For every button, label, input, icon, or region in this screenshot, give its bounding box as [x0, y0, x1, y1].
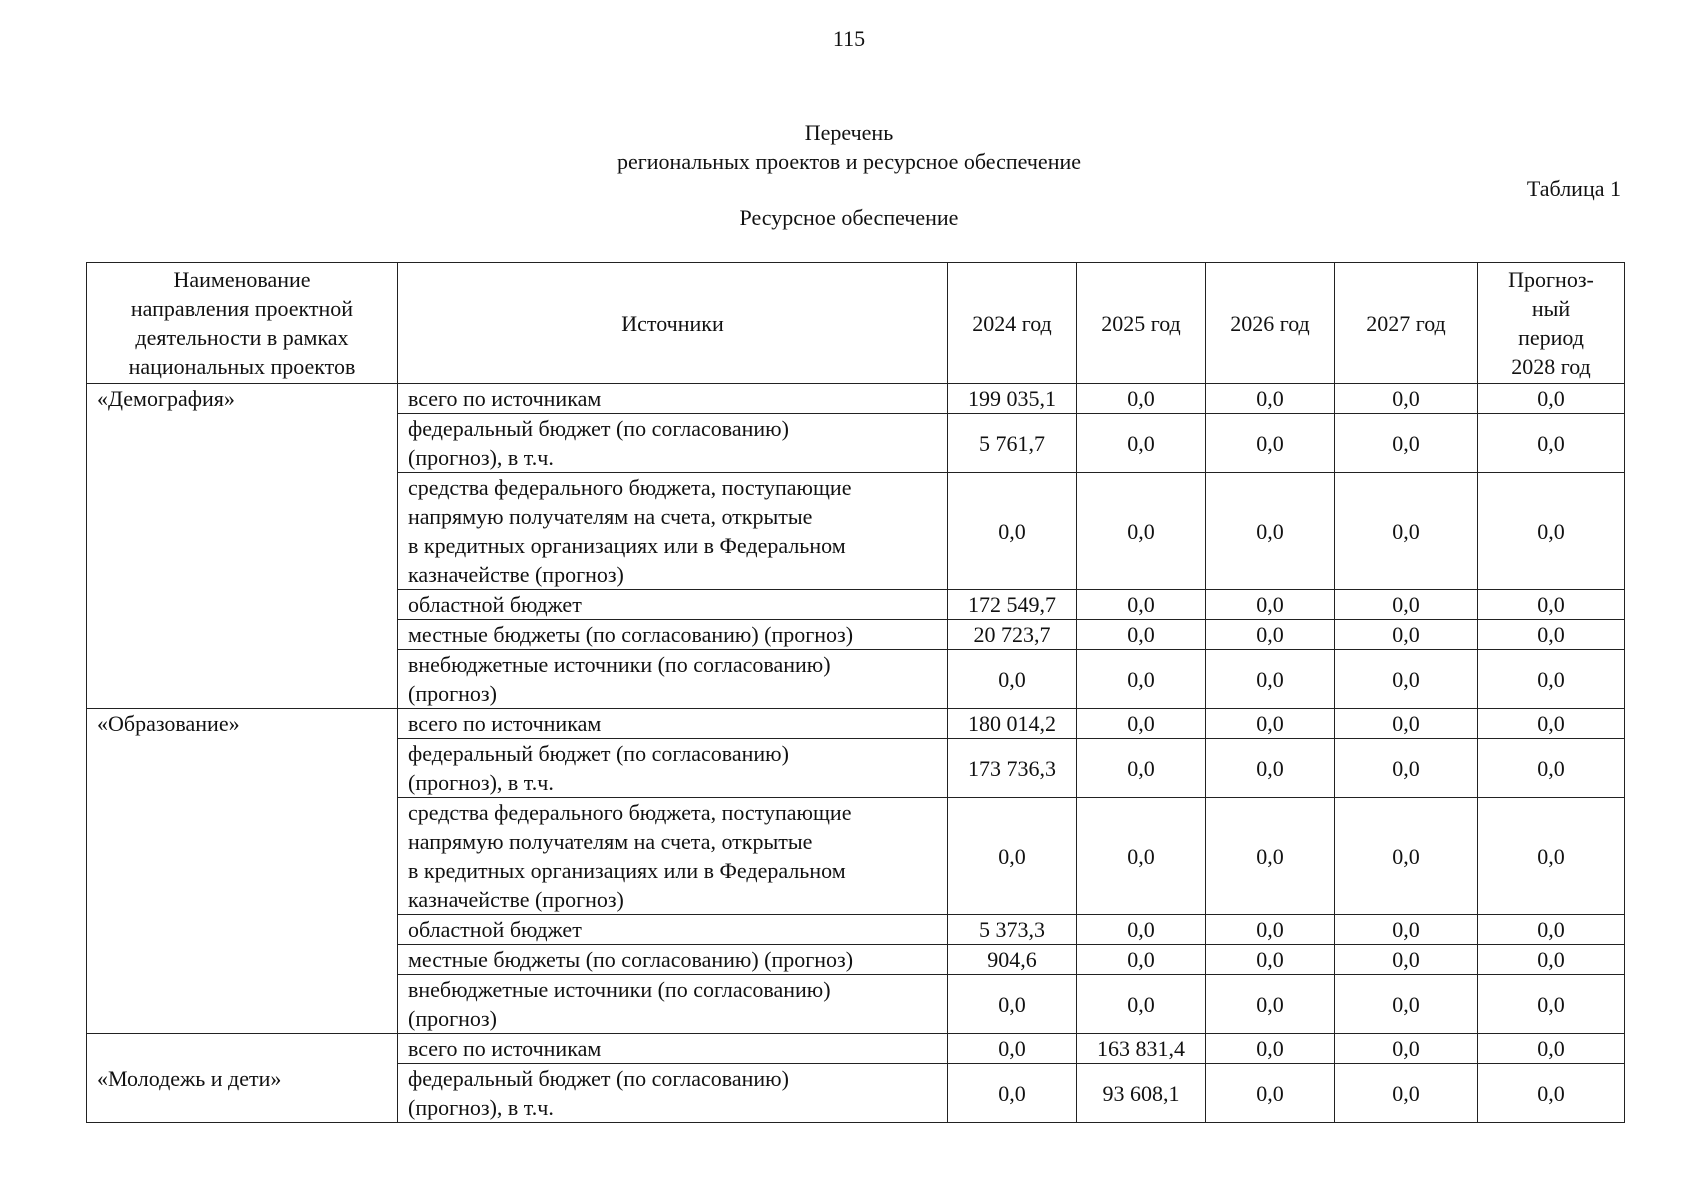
source-line: (прогноз), в т.ч. [408, 770, 554, 795]
value-2027-cell: 0,0 [1335, 1034, 1478, 1064]
value-2028-cell: 0,0 [1478, 620, 1625, 650]
value-2024-cell: 0,0 [948, 650, 1077, 709]
value-2026-cell: 0,0 [1206, 975, 1335, 1034]
source-cell [398, 414, 948, 473]
source-cell [398, 1064, 948, 1123]
source-line: внебюджетные источники (по согласованию) [408, 977, 831, 1002]
value-2028-cell: 0,0 [1478, 975, 1625, 1034]
value-2026-cell: 0,0 [1206, 739, 1335, 798]
value-2027-cell: 0,0 [1335, 1064, 1478, 1123]
value-2025-cell: 0,0 [1077, 384, 1206, 414]
table-row [87, 384, 1625, 414]
source-cell [398, 739, 948, 798]
source-cell [398, 945, 948, 975]
value-2024-cell: 180 014,2 [948, 709, 1077, 739]
document-title [0, 118, 1698, 176]
value-2028-cell: 0,0 [1478, 384, 1625, 414]
value-2025-cell: 0,0 [1077, 739, 1206, 798]
value-2028-cell: 0,0 [1478, 1034, 1625, 1064]
value-2025-cell: 0,0 [1077, 473, 1206, 590]
source-cell [398, 473, 948, 590]
header-forecast-line: ный [1531, 296, 1571, 321]
value-2028-cell: 0,0 [1478, 945, 1625, 975]
value-2026-cell: 0,0 [1206, 620, 1335, 650]
value-2026-cell: 0,0 [1206, 915, 1335, 945]
value-2027-cell: 0,0 [1335, 709, 1478, 739]
table-header-row [87, 263, 1625, 384]
source-line: казначействе (прогноз) [408, 887, 624, 912]
value-2028-cell: 0,0 [1478, 650, 1625, 709]
value-2025-cell: 0,0 [1077, 975, 1206, 1034]
value-2027-cell: 0,0 [1335, 620, 1478, 650]
value-2026-cell: 0,0 [1206, 945, 1335, 975]
value-2024-cell: 172 549,7 [948, 590, 1077, 620]
value-2025-cell: 0,0 [1077, 590, 1206, 620]
title-line-2: региональных проектов и ресурсное обеспечение [616, 149, 1082, 174]
value-2027-cell: 0,0 [1335, 384, 1478, 414]
value-2024-cell: 5 761,7 [948, 414, 1077, 473]
value-2025-cell: 0,0 [1077, 414, 1206, 473]
header-forecast-2028 [1478, 263, 1625, 384]
source-line: всего по источникам [408, 1036, 602, 1061]
value-2024-cell: 5 373,3 [948, 915, 1077, 945]
value-2027-cell: 0,0 [1335, 945, 1478, 975]
source-line: внебюджетные источники (по согласованию) [408, 652, 831, 677]
header-forecast-line: период [1518, 325, 1584, 350]
value-2028-cell: 0,0 [1478, 798, 1625, 915]
value-2028-cell: 0,0 [1478, 473, 1625, 590]
value-2025-cell: 0,0 [1077, 915, 1206, 945]
value-2026-cell: 0,0 [1206, 473, 1335, 590]
value-2026-cell: 0,0 [1206, 590, 1335, 620]
source-line: (прогноз) [408, 681, 497, 706]
source-line: в кредитных организациях или в Федеральном [408, 858, 846, 883]
source-cell [398, 590, 948, 620]
table-label: Таблица 1 [1526, 176, 1621, 201]
source-line: областной бюджет [408, 917, 582, 942]
value-2025-cell: 163 831,4 [1077, 1034, 1206, 1064]
value-2027-cell: 0,0 [1335, 414, 1478, 473]
value-2025-cell: 0,0 [1077, 798, 1206, 915]
value-2026-cell: 0,0 [1206, 384, 1335, 414]
value-2028-cell: 0,0 [1478, 739, 1625, 798]
value-2026-cell: 0,0 [1206, 414, 1335, 473]
source-line: казначействе (прогноз) [408, 562, 624, 587]
value-2028-cell: 0,0 [1478, 1064, 1625, 1123]
source-line: напрямую получателям на счета, открытые [408, 504, 813, 529]
header-2026: 2026 год [1206, 263, 1335, 384]
value-2028-cell: 0,0 [1478, 709, 1625, 739]
value-2027-cell: 0,0 [1335, 473, 1478, 590]
source-line: средства федерального бюджета, поступающие [408, 475, 852, 500]
table-row [87, 709, 1625, 739]
value-2024-cell: 0,0 [948, 473, 1077, 590]
project-name-cell: «Образование» [87, 709, 398, 1034]
header-2027: 2027 год [1335, 263, 1478, 384]
resource-table [86, 262, 1625, 1123]
source-line: федеральный бюджет (по согласованию) [408, 1066, 789, 1091]
source-line: (прогноз), в т.ч. [408, 445, 554, 470]
value-2024-cell: 0,0 [948, 1064, 1077, 1123]
table-row [87, 1034, 1625, 1064]
value-2026-cell: 0,0 [1206, 650, 1335, 709]
value-2027-cell: 0,0 [1335, 975, 1478, 1034]
source-line: федеральный бюджет (по согласованию) [408, 741, 789, 766]
value-2028-cell: 0,0 [1478, 590, 1625, 620]
project-name-cell: «Молодежь и дети» [87, 1034, 398, 1123]
value-2028-cell: 0,0 [1478, 915, 1625, 945]
value-2025-cell: 0,0 [1077, 650, 1206, 709]
source-line: напрямую получателям на счета, открытые [408, 829, 813, 854]
value-2025-cell: 93 608,1 [1077, 1064, 1206, 1123]
header-project-name [87, 263, 398, 384]
source-line: федеральный бюджет (по согласованию) [408, 416, 789, 441]
source-cell [398, 620, 948, 650]
table-subtitle: Ресурсное обеспечение [739, 205, 959, 230]
source-cell [398, 915, 948, 945]
source-cell [398, 975, 948, 1034]
source-cell [398, 798, 948, 915]
value-2025-cell: 0,0 [1077, 945, 1206, 975]
header-forecast-line: 2028 год [1511, 354, 1591, 379]
value-2027-cell: 0,0 [1335, 590, 1478, 620]
header-name-line: деятельности в рамках [135, 325, 349, 350]
value-2026-cell: 0,0 [1206, 709, 1335, 739]
value-2024-cell: 0,0 [948, 798, 1077, 915]
project-name-cell: «Демография» [87, 384, 398, 709]
value-2024-cell: 199 035,1 [948, 384, 1077, 414]
value-2027-cell: 0,0 [1335, 650, 1478, 709]
header-name-line: направления проектной [130, 296, 354, 321]
header-2024: 2024 год [948, 263, 1077, 384]
value-2025-cell: 0,0 [1077, 620, 1206, 650]
source-line: (прогноз) [408, 1006, 497, 1031]
source-line: (прогноз), в т.ч. [408, 1095, 554, 1120]
value-2028-cell: 0,0 [1478, 414, 1625, 473]
value-2026-cell: 0,0 [1206, 1064, 1335, 1123]
page-number: 115 [832, 26, 866, 51]
source-line: всего по источникам [408, 386, 602, 411]
value-2027-cell: 0,0 [1335, 739, 1478, 798]
source-line: местные бюджеты (по согласованию) (прогноз) [408, 622, 854, 647]
value-2027-cell: 0,0 [1335, 798, 1478, 915]
source-cell [398, 1034, 948, 1064]
source-line: средства федерального бюджета, поступающие [408, 800, 852, 825]
value-2026-cell: 0,0 [1206, 1034, 1335, 1064]
value-2024-cell: 20 723,7 [948, 620, 1077, 650]
source-line: областной бюджет [408, 592, 582, 617]
value-2024-cell: 173 736,3 [948, 739, 1077, 798]
header-2025: 2025 год [1077, 263, 1206, 384]
value-2027-cell: 0,0 [1335, 915, 1478, 945]
source-line: местные бюджеты (по согласованию) (прогноз) [408, 947, 854, 972]
source-line: всего по источникам [408, 711, 602, 736]
title-line-1: Перечень [804, 120, 894, 145]
value-2024-cell: 0,0 [948, 975, 1077, 1034]
header-name-line: Наименование [173, 267, 311, 292]
header-sources: Источники [398, 263, 948, 384]
value-2024-cell: 904,6 [948, 945, 1077, 975]
value-2026-cell: 0,0 [1206, 798, 1335, 915]
source-line: в кредитных организациях или в Федеральном [408, 533, 846, 558]
source-cell [398, 384, 948, 414]
value-2024-cell: 0,0 [948, 1034, 1077, 1064]
header-forecast-line: Прогноз- [1508, 267, 1594, 292]
source-cell [398, 650, 948, 709]
value-2025-cell: 0,0 [1077, 709, 1206, 739]
header-name-line: национальных проектов [128, 354, 356, 379]
source-cell [398, 709, 948, 739]
